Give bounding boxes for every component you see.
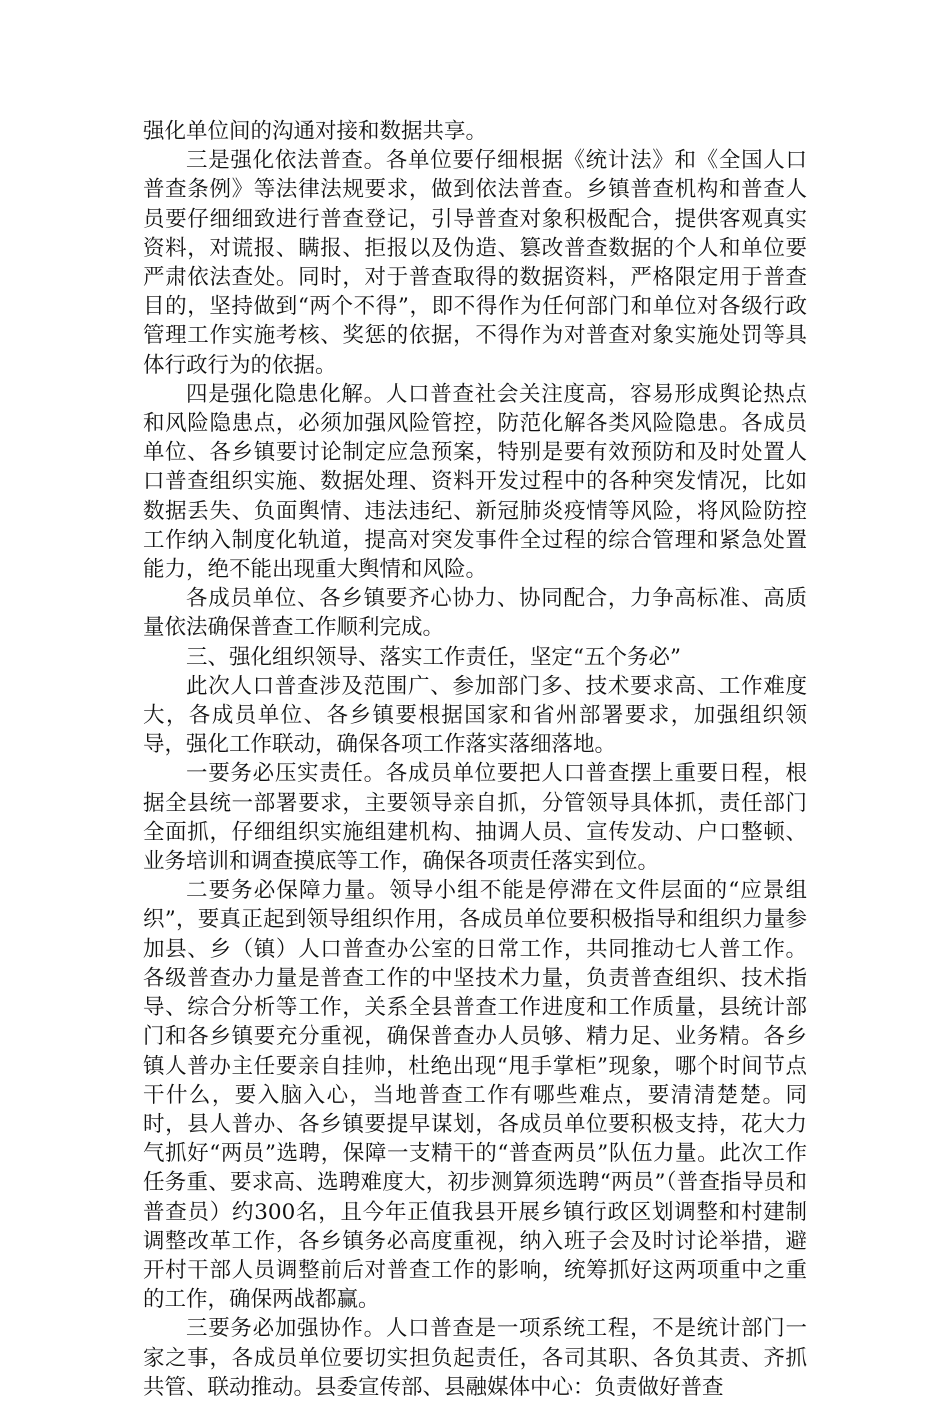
paragraph-staffing: 二要务必保障力量。领导小组不能是停滞在文件层面的“应景组织”，要真正起到领导组织作用，各成员单位要积极指导和组织力量参加县、乡（镇）人口普查办公室的日常工作，共同推动七人普工作。各级普查办力量是普查工作的中坚技术力量，负责普查组织、技术指导、综合分析等工作，关系全县普查工作进度和工作质量，县统计部门和各乡镇要充分重视，确保普查办人员够、精力足、业务精。各乡镇人普办主任要亲自挂帅，杜绝出现“甩手掌柜”现象，哪个时间节点干什么，要入脑入心，当地普查工作有哪些难点，要清清楚楚。同时，县人普办、各乡镇要提早谋划，各成员单位要积极支持，花大力气抓好“两员”选聘，保障一支精干的“普查两员”队伍力量。此次工作任务重、要求高、选聘难度大，初步测算须选聘“两员”（普查指导员和普查员）约300名，且今年正值我县开展乡镇行政区划调整和村建制调整改革工作，各乡镇务必高度重视，纳入班子会及时讨论举措，避开村干部人员调整前后对普查工作的影响，统筹抓好这两项重中之重的工作，确保两战都赢。 — [143, 878, 807, 1313]
document-body — [143, 117, 807, 1402]
paragraph-risk-resolution: 四是强化隐患化解。人口普查社会关注度高，容易形成舆论热点和风险隐患点，必须加强风险管控，防范化解各类风险隐患。各成员单位、各乡镇要讨论制定应急预案，特别是要有效预防和及时处置人口普查组织实施、数据处理、资料开发过程中的各种突发情况，比如数据丢失、负面舆情、违法违纪、新冠肺炎疫情等风险，将风险防控工作纳入制度化轨道，提高对突发事件全过程的综合管理和紧急处置能力，绝不能出现重大舆情和风险。 — [143, 381, 807, 583]
section-heading-three: 三、强化组织领导、落实工作责任，坚定“五个务必” — [186, 644, 681, 670]
paragraph-section-intro: 此次人口普查涉及范围广、参加部门多、技术要求高、工作难度大，各成员单位、各乡镇要根据国家和省州部署要求，加强组织领导，强化工作联动，确保各项工作落实落细落地。 — [143, 673, 807, 758]
paragraph-continuation: 强化单位间的沟通对接和数据共享。 — [143, 119, 488, 144]
paragraph-legal-census: 三是强化依法普查。各单位要仔细根据《统计法》和《全国人口普查条例》等法律法规要求，做到依法普查。乡镇普查机构和普查人员要仔细细致进行普查登记，引导普查对象积极配合，提供客观真实资料，对谎报、瞒报、拒报以及伪造、篡改普查数据的个人和单位要严肃依法查处。同时，对于普查取得的数据资料，严格限定用于普查目的，坚持做到“两个不得”，即不得作为任何部门和单位对各级行政管理工作实施考核、奖惩的依据，不得作为对普查对象实施处罚等具体行政行为的依据。 — [143, 148, 807, 378]
paragraph-collaboration: 三要务必加强协作。人口普查是一项系统工程，不是统计部门一家之事，各成员单位要切实担负起责任，各司其职、各负其责、齐抓共管、联动推动。县委宣传部、县融媒体中心：负责做好普查 — [143, 1316, 807, 1400]
paragraph-cooperation-summary: 各成员单位、各乡镇要齐心协力、协同配合，力争高标准、高质量依法确保普查工作顺利完成。 — [143, 586, 807, 641]
paragraph-responsibility: 一要务必压实责任。各成员单位要把人口普查摆上重要日程，根据全县统一部署要求，主要领导亲自抓，分管领导具体抓，责任部门全面抓，仔细组织实施组建机构、抽调人员、宣传发动、户口整顿、业务培训和调查摸底等工作，确保各项责任落实到位。 — [143, 761, 807, 875]
